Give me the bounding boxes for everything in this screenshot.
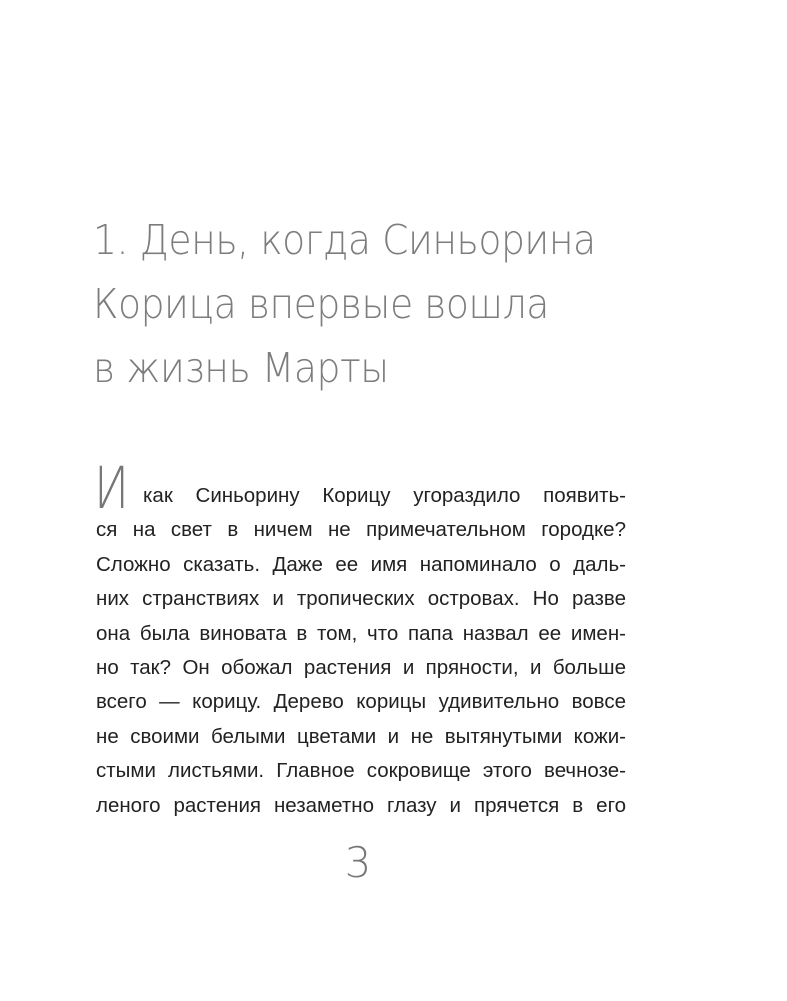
drop-cap: И — [94, 454, 130, 522]
page-number: 3 — [344, 838, 372, 887]
body-line: Сложно сказать. Даже ее имя напоминало о даль- — [96, 552, 626, 576]
chapter-title-line: Корица впервые вошла — [93, 280, 549, 328]
chapter-title-line: в жизнь Марты — [93, 344, 389, 392]
body-line: как Синьорину Корицу угораздило появить- — [143, 484, 626, 507]
body-text — [96, 479, 626, 823]
body-line: стыми листьями. Главное сокровище этого вечнозе- — [96, 759, 626, 783]
body-line: не своими белыми цветами и не вытянутыми кожи- — [96, 724, 626, 748]
body-line: них странствиях и тропических островах. Но разве — [96, 587, 626, 611]
body-line: всего — корицу. Дерево корицы удивительно вовсе — [96, 690, 626, 714]
body-line: ся на свет в ничем не примечательном городке? — [96, 518, 626, 542]
chapter-title-line: 1. День, когда Синьорина — [93, 216, 596, 264]
chapter-title — [93, 208, 653, 400]
body-line: леного растения незаметно глазу и прячется в его — [96, 793, 626, 817]
body-line: но так? Он обожал растения и пряности, и больше — [96, 655, 626, 679]
body-line: она была виновата в том, что папа назвал ее имен- — [96, 621, 626, 645]
